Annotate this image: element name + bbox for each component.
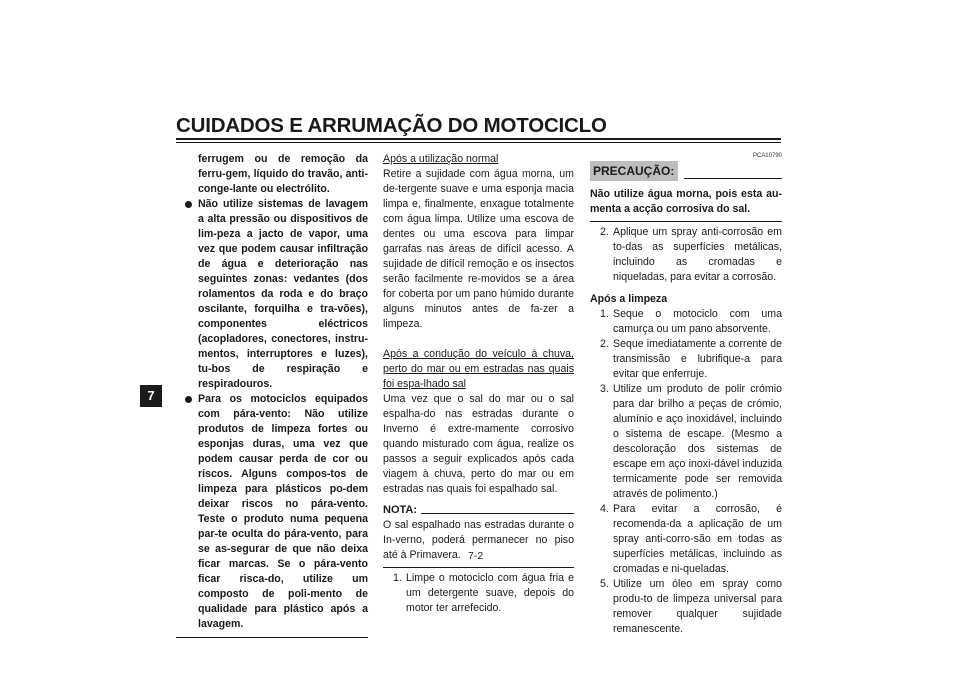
page-title: CUIDADOS E ARRUMAÇÃO DO MOTOCICLO (176, 114, 607, 137)
caution-end-rule (590, 221, 782, 222)
list-text: Aplique um spray anti-corrosão em to-das as superfícies metálicas, incluindo as cromadas e niqueladas, para evitar a corrosão. (613, 226, 782, 283)
section-heading: Após a utilização normal (383, 153, 499, 165)
section-heading: Após a limpeza (590, 293, 668, 305)
continued-text: ferrugem ou de remoção da ferru-gem, líquido do travão, anti-conge-lante ou electrólito. (198, 153, 368, 195)
bullet-item (176, 197, 368, 392)
warning-end-rule (176, 637, 368, 638)
section-heading: Após a condução do veículo à chuva, perto do mar ou em estradas nas quais foi espa-lhado sal (383, 348, 574, 390)
list-number: 4. (600, 503, 609, 515)
bullet-icon (185, 396, 192, 403)
caution-header (590, 161, 782, 181)
bullet-item (176, 392, 368, 632)
note-label: NOTA: (383, 504, 418, 516)
bullet-text: Para os motociclos equipados com pára-vento: Não utilize produtos de limpeza fortes ou esponjas duras, uma vez que podem causar perda de cor ou riscos. Alguns compos-tos de limpeza para plásticos po-dem deixar riscos no pára-vento. Teste o produto numa pequena par-te oculta do pára-vento, para se as-segurar de que não deixa ficar marcas. Se o pára-vento ficar risca-do, utilize um composto de poli-mento de qualidade para plástico após a lavagem. (198, 393, 368, 630)
list-text: Limpe o motociclo com água fria e um detergente suave, depois do motor ter arrefecido. (406, 572, 574, 614)
column-2 (383, 152, 574, 616)
paragraph: Retire a sujidade com água morna, um de-tergente suave e uma esponja macia limpa e, finalmente, enxague totalmente com água limpa. Utilize uma escova de dentes ou uma escova para limpar garrafas nas áreas de difícil acesso. A sujidade de difícil remoção e os insectos serão facilmente re-movidos se a área for coberta por um pano húmido durante alguns minutos antes de fa-zer a limpeza. (383, 168, 574, 330)
list-number: 2. (600, 338, 609, 350)
list-item (590, 502, 782, 577)
note-text: O sal espalhado nas estradas durante o In-verno, poderá permanecer no piso até à Primavera. (383, 519, 574, 561)
list-item (383, 571, 574, 616)
list-number: 1. (393, 572, 402, 584)
caution-code: PCA10790 (752, 153, 782, 159)
note-rule (421, 513, 574, 514)
list-number: 3. (600, 383, 609, 395)
list-text: Utilize um produto de polir crómio para dar brilho a peças de crómio, alumínio e aço inoxidável, incluindo o sistema de escape. (Mesmo a descoloração dos sistemas de escape em aço inoxi-dável induzida termicamente pode ser removida através de polimento.) (613, 383, 782, 500)
bullet-icon (185, 201, 192, 208)
title-rule-thin (176, 142, 781, 143)
list-item (590, 225, 782, 285)
list-item (590, 577, 782, 637)
column-3 (590, 152, 782, 637)
list-item (590, 307, 782, 337)
page-number: 7-2 (468, 550, 484, 562)
list-number: 2. (600, 226, 609, 238)
list-text: Seque imediatamente a corrente de transmissão e lubrifique-a para evitar que enferruje. (613, 338, 782, 380)
steps-list (590, 307, 782, 637)
paragraph: Uma vez que o sal do mar ou o sal espalha-do nas estradas durante o Inverno é extre-mamente corrosivo quando misturado com água, realize os passos a seguir explicados após cada viagem à chuva, perto do mar ou em estradas nas quais foi espalhado sal. (383, 393, 574, 495)
list-number: 5. (600, 578, 609, 590)
title-rule (176, 138, 781, 140)
steps-list (590, 225, 782, 285)
list-item (590, 382, 782, 502)
list-text: Para evitar a corrosão, é recomenda-da a aplicação de um spray anti-corro-são em todas as superfícies metálicas, incluindo as cromadas e ni-queladas. (613, 503, 782, 575)
caution-text: Não utilize água morna, pois esta au-menta a acção corrosiva do sal. (590, 188, 782, 215)
column-1 (176, 152, 368, 638)
list-text: Utilize um óleo em spray como produ-to de limpeza universal para remover qualquer sujidade remanescente. (613, 578, 782, 635)
note-header (383, 503, 574, 518)
caution-rule (684, 178, 782, 179)
chapter-tab: 7 (140, 385, 162, 407)
caution-label: PRECAUÇÃO: (590, 161, 678, 181)
list-text: Seque o motociclo com uma camurça ou um pano absorvente. (613, 308, 782, 335)
list-item (590, 337, 782, 382)
list-number: 1. (600, 308, 609, 320)
note-end-rule (383, 567, 574, 568)
bullet-text: Não utilize sistemas de lavagem a alta pressão ou dispositivos de lim-peza a jacto de vapor, uma vez que podem causar infiltração de água e deterioração nas seguintes zonas: vedantes (dos rolamentos da roda e do braço oscilante, forquilha e tra-vões), componentes eléctricos (acopladores, conectores, instru-mentos, interruptores e luzes), tu-bos de respiração e respiradouros. (198, 198, 368, 390)
